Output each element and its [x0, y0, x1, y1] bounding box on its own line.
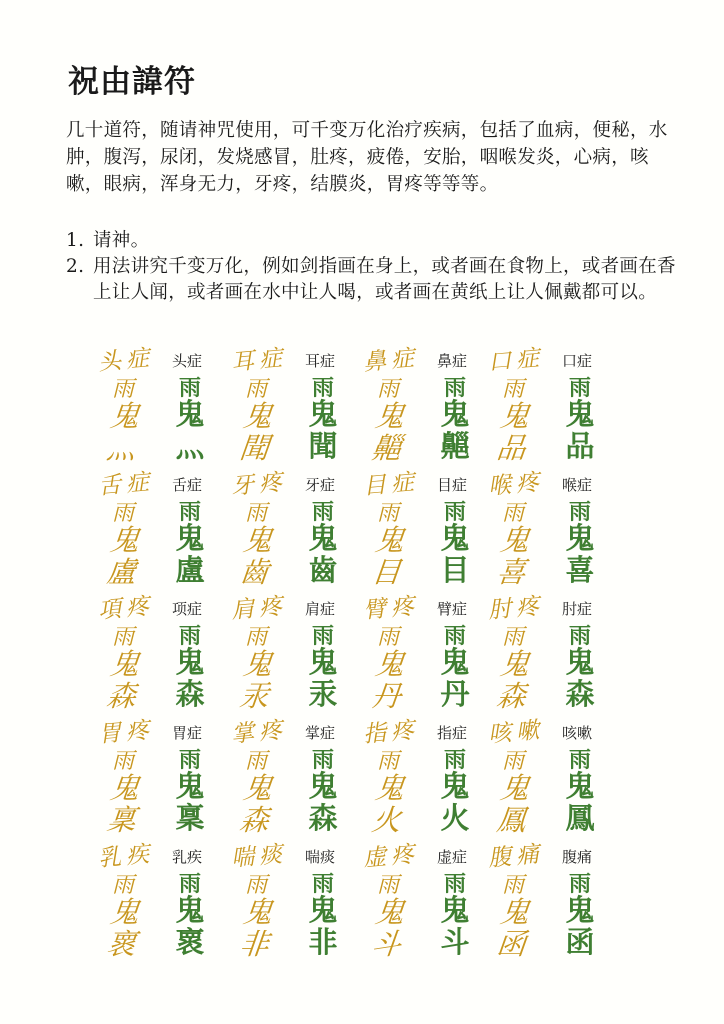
- talisman-ghost-glyph: 鬼灬: [175, 397, 205, 463]
- list-text: 请神。: [93, 230, 150, 251]
- talisman-ghost-glyph: 鬼非: [238, 895, 274, 961]
- talisman-rain-radical: 雨: [443, 375, 466, 401]
- talisman-ghost-glyph: 鬼灬: [105, 399, 141, 465]
- talisman-ghost-glyph: 鬼森: [565, 645, 595, 711]
- handwritten-talisman: [363, 625, 413, 713]
- printed-talisman: [297, 871, 349, 959]
- handwritten-label: 指疼: [362, 717, 421, 748]
- talisman-ghost-glyph: 鬼森: [175, 645, 205, 711]
- talisman-ghost-glyph: 鬼丹: [440, 645, 470, 711]
- instruction-list: [66, 228, 676, 306]
- printed-talisman: [164, 375, 216, 463]
- printed-talisman: [164, 623, 216, 711]
- handwritten-talisman: [98, 501, 148, 589]
- talisman-ghost-glyph: 鬼稟: [175, 769, 205, 835]
- talisman-entry: [484, 836, 614, 960]
- talisman-rain-radical: 雨: [178, 375, 201, 401]
- talisman-entry: [94, 340, 224, 464]
- talisman-rain-radical: 雨: [244, 377, 267, 402]
- handwritten-talisman: [363, 749, 413, 837]
- printed-label: 咳嗽: [562, 724, 593, 742]
- talisman-ghost-glyph: 鬼目: [440, 521, 470, 587]
- talisman-rain-radical: 雨: [178, 499, 201, 525]
- talisman-entry: [484, 588, 614, 712]
- talisman-entry: [484, 712, 614, 836]
- printed-label: 胃症: [172, 724, 203, 742]
- talisman-entry: [484, 464, 614, 588]
- printed-talisman: [297, 375, 349, 463]
- talisman-entry: [227, 712, 357, 836]
- talisman-ghost-glyph: 鬼斗: [440, 893, 470, 959]
- list-text: 用法讲究千变万化，例如剑指画在身上，或者画在食物上，或者画在香上让人闻，或者画在水中让人喝，或者画在黄纸上让人佩戴都可以。: [93, 256, 676, 303]
- handwritten-label: 臂疼: [362, 593, 421, 624]
- talisman-ghost-glyph: 鬼森: [495, 647, 531, 713]
- printed-label: 掌症: [305, 724, 336, 742]
- handwritten-talisman: [363, 873, 413, 961]
- printed-talisman: [554, 499, 606, 587]
- talisman-rain-radical: 雨: [568, 375, 591, 401]
- talisman-entry: [94, 712, 224, 836]
- talisman-ghost-glyph: 鬼齒: [238, 523, 274, 589]
- talisman-ghost-glyph: 鬼斗: [370, 895, 406, 961]
- handwritten-label: 腹痛: [487, 841, 546, 872]
- printed-label: 指症: [437, 724, 468, 742]
- talisman-rain-radical: 雨: [376, 749, 399, 774]
- handwritten-talisman: [98, 377, 148, 465]
- talisman-ghost-glyph: 鬼汞: [238, 647, 274, 713]
- talisman-ghost-glyph: 鬼聞: [308, 397, 338, 463]
- talisman-ghost-glyph: 鬼火: [370, 771, 406, 837]
- talisman-ghost-glyph: 鬼函: [565, 893, 595, 959]
- list-item: [66, 254, 676, 306]
- handwritten-talisman: [363, 501, 413, 589]
- handwritten-talisman: [98, 873, 148, 961]
- talisman-rain-radical: 雨: [244, 873, 267, 898]
- talisman-row: [94, 464, 614, 588]
- handwritten-label: 喉疼: [487, 469, 546, 500]
- handwritten-label: 乳疾: [97, 841, 156, 872]
- talisman-rain-radical: 雨: [311, 871, 334, 897]
- talisman-rain-radical: 雨: [501, 501, 524, 526]
- handwritten-label: 喘痰: [230, 841, 289, 872]
- talisman-ghost-glyph: 鬼森: [308, 769, 338, 835]
- printed-talisman: [554, 871, 606, 959]
- talisman-rain-radical: 雨: [443, 499, 466, 525]
- talisman-rain-radical: 雨: [376, 873, 399, 898]
- talisman-grid: [94, 340, 614, 960]
- talisman-ghost-glyph: 鬼鳳: [565, 769, 595, 835]
- printed-label: 耳症: [305, 352, 336, 370]
- printed-talisman: [164, 499, 216, 587]
- printed-talisman: [429, 871, 481, 959]
- talisman-ghost-glyph: 鬼非: [308, 893, 338, 959]
- talisman-rain-radical: 雨: [311, 499, 334, 525]
- printed-talisman: [429, 375, 481, 463]
- talisman-rain-radical: 雨: [111, 749, 134, 774]
- talisman-rain-radical: 雨: [111, 873, 134, 898]
- page-title: 祝由諱符: [68, 64, 196, 100]
- printed-label: 口症: [562, 352, 593, 370]
- handwritten-label: 口症: [487, 345, 546, 376]
- talisman-row: [94, 712, 614, 836]
- talisman-ghost-glyph: 鬼丹: [370, 647, 406, 713]
- talisman-rain-radical: 雨: [443, 747, 466, 773]
- handwritten-talisman: [231, 377, 281, 465]
- talisman-ghost-glyph: 鬼目: [370, 523, 406, 589]
- handwritten-talisman: [98, 749, 148, 837]
- talisman-entry: [359, 340, 489, 464]
- talisman-entry: [94, 464, 224, 588]
- handwritten-label: 咳嗽: [487, 717, 546, 748]
- printed-label: 鼻症: [437, 352, 468, 370]
- talisman-rain-radical: 雨: [568, 871, 591, 897]
- talisman-entry: [484, 340, 614, 464]
- talisman-rain-radical: 雨: [244, 501, 267, 526]
- printed-talisman: [554, 623, 606, 711]
- printed-label: 喘痰: [305, 848, 336, 866]
- talisman-ghost-glyph: 鬼齒: [308, 521, 338, 587]
- handwritten-label: 掌疼: [230, 717, 289, 748]
- handwritten-talisman: [231, 625, 281, 713]
- talisman-ghost-glyph: 鬼聞: [238, 399, 274, 465]
- talisman-rain-radical: 雨: [244, 749, 267, 774]
- talisman-entry: [359, 836, 489, 960]
- handwritten-label: 目症: [362, 469, 421, 500]
- handwritten-label: 肩疼: [230, 593, 289, 624]
- talisman-rain-radical: 雨: [178, 871, 201, 897]
- printed-talisman: [164, 871, 216, 959]
- handwritten-talisman: [488, 377, 538, 465]
- list-number: 2.: [66, 256, 85, 277]
- talisman-rain-radical: 雨: [568, 747, 591, 773]
- handwritten-talisman: [231, 749, 281, 837]
- talisman-entry: [359, 712, 489, 836]
- talisman-rain-radical: 雨: [376, 501, 399, 526]
- talisman-rain-radical: 雨: [178, 623, 201, 649]
- printed-label: 舌症: [172, 476, 203, 494]
- handwritten-talisman: [488, 501, 538, 589]
- talisman-ghost-glyph: 鬼喜: [495, 523, 531, 589]
- talisman-entry: [227, 836, 357, 960]
- printed-label: 喉症: [562, 476, 593, 494]
- talisman-ghost-glyph: 鬼森: [238, 771, 274, 837]
- printed-label: 臂症: [437, 600, 468, 618]
- handwritten-talisman: [488, 873, 538, 961]
- printed-talisman: [164, 747, 216, 835]
- talisman-entry: [227, 464, 357, 588]
- talisman-ghost-glyph: 鬼森: [105, 647, 141, 713]
- talisman-row: [94, 588, 614, 712]
- talisman-ghost-glyph: 鬼品: [565, 397, 595, 463]
- printed-talisman: [297, 747, 349, 835]
- printed-label: 牙症: [305, 476, 336, 494]
- talisman-rain-radical: 雨: [501, 873, 524, 898]
- talisman-ghost-glyph: 鬼函: [495, 895, 531, 961]
- talisman-ghost-glyph: 鬼褱: [105, 895, 141, 961]
- handwritten-label: 項疼: [97, 593, 156, 624]
- talisman-rain-radical: 雨: [311, 623, 334, 649]
- printed-talisman: [429, 499, 481, 587]
- talisman-rain-radical: 雨: [111, 625, 134, 650]
- printed-label: 头症: [172, 352, 203, 370]
- talisman-rain-radical: 雨: [443, 623, 466, 649]
- list-item: [66, 228, 676, 254]
- talisman-rain-radical: 雨: [568, 623, 591, 649]
- talisman-ghost-glyph: 鬼齆: [370, 399, 406, 465]
- talisman-entry: [359, 588, 489, 712]
- list-number: 1.: [66, 230, 85, 251]
- handwritten-talisman: [488, 625, 538, 713]
- handwritten-label: 肘疼: [487, 593, 546, 624]
- talisman-entry: [227, 588, 357, 712]
- handwritten-talisman: [98, 625, 148, 713]
- talisman-ghost-glyph: 鬼稟: [105, 771, 141, 837]
- talisman-entry: [94, 588, 224, 712]
- talisman-rain-radical: 雨: [501, 625, 524, 650]
- printed-talisman: [554, 747, 606, 835]
- talisman-rain-radical: 雨: [501, 749, 524, 774]
- handwritten-label: 耳症: [230, 345, 289, 376]
- talisman-ghost-glyph: 鬼喜: [565, 521, 595, 587]
- handwritten-label: 虚疼: [362, 841, 421, 872]
- handwritten-label: 鼻症: [362, 345, 421, 376]
- talisman-entry: [227, 340, 357, 464]
- talisman-rain-radical: 雨: [311, 375, 334, 401]
- handwritten-label: 牙疼: [230, 469, 289, 500]
- printed-label: 肘症: [562, 600, 593, 618]
- handwritten-talisman: [231, 501, 281, 589]
- talisman-rain-radical: 雨: [111, 377, 134, 402]
- talisman-ghost-glyph: 鬼火: [440, 769, 470, 835]
- talisman-ghost-glyph: 鬼鳳: [495, 771, 531, 837]
- talisman-rain-radical: 雨: [568, 499, 591, 525]
- talisman-ghost-glyph: 鬼齆: [440, 397, 470, 463]
- talisman-rain-radical: 雨: [244, 625, 267, 650]
- handwritten-talisman: [488, 749, 538, 837]
- talisman-rain-radical: 雨: [376, 625, 399, 650]
- talisman-rain-radical: 雨: [501, 377, 524, 402]
- talisman-entry: [94, 836, 224, 960]
- talisman-rain-radical: 雨: [311, 747, 334, 773]
- handwritten-talisman: [231, 873, 281, 961]
- talisman-ghost-glyph: 鬼褱: [175, 893, 205, 959]
- printed-label: 项症: [172, 600, 203, 618]
- printed-label: 肩症: [305, 600, 336, 618]
- handwritten-label: 舌症: [97, 469, 156, 500]
- printed-label: 腹痛: [562, 848, 593, 866]
- talisman-rain-radical: 雨: [178, 747, 201, 773]
- printed-talisman: [429, 747, 481, 835]
- talisman-ghost-glyph: 鬼汞: [308, 645, 338, 711]
- intro-paragraph: 几十道符，随请神咒使用，可千变万化治疗疾病，包括了血病，便秘，水肿，腹泻，尿闭，发烧感冒，肚疼，疲倦，安胎，咽喉发炎，心病，咳嗽，眼病，浑身无力，牙疼，结膜炎，胃疼等等等。: [66, 120, 668, 195]
- talisman-row: [94, 340, 614, 464]
- talisman-rain-radical: 雨: [111, 501, 134, 526]
- printed-talisman: [297, 499, 349, 587]
- printed-label: 目症: [437, 476, 468, 494]
- talisman-rain-radical: 雨: [443, 871, 466, 897]
- talisman-rain-radical: 雨: [376, 377, 399, 402]
- printed-talisman: [297, 623, 349, 711]
- printed-talisman: [554, 375, 606, 463]
- talisman-entry: [359, 464, 489, 588]
- talisman-row: [94, 836, 614, 960]
- talisman-ghost-glyph: 鬼盧: [175, 521, 205, 587]
- handwritten-label: 胃疼: [97, 717, 156, 748]
- handwritten-label: 头症: [97, 345, 156, 376]
- talisman-ghost-glyph: 鬼盧: [105, 523, 141, 589]
- printed-label: 虚症: [437, 848, 468, 866]
- printed-talisman: [429, 623, 481, 711]
- talisman-ghost-glyph: 鬼品: [495, 399, 531, 465]
- handwritten-talisman: [363, 377, 413, 465]
- printed-label: 乳疾: [172, 848, 203, 866]
